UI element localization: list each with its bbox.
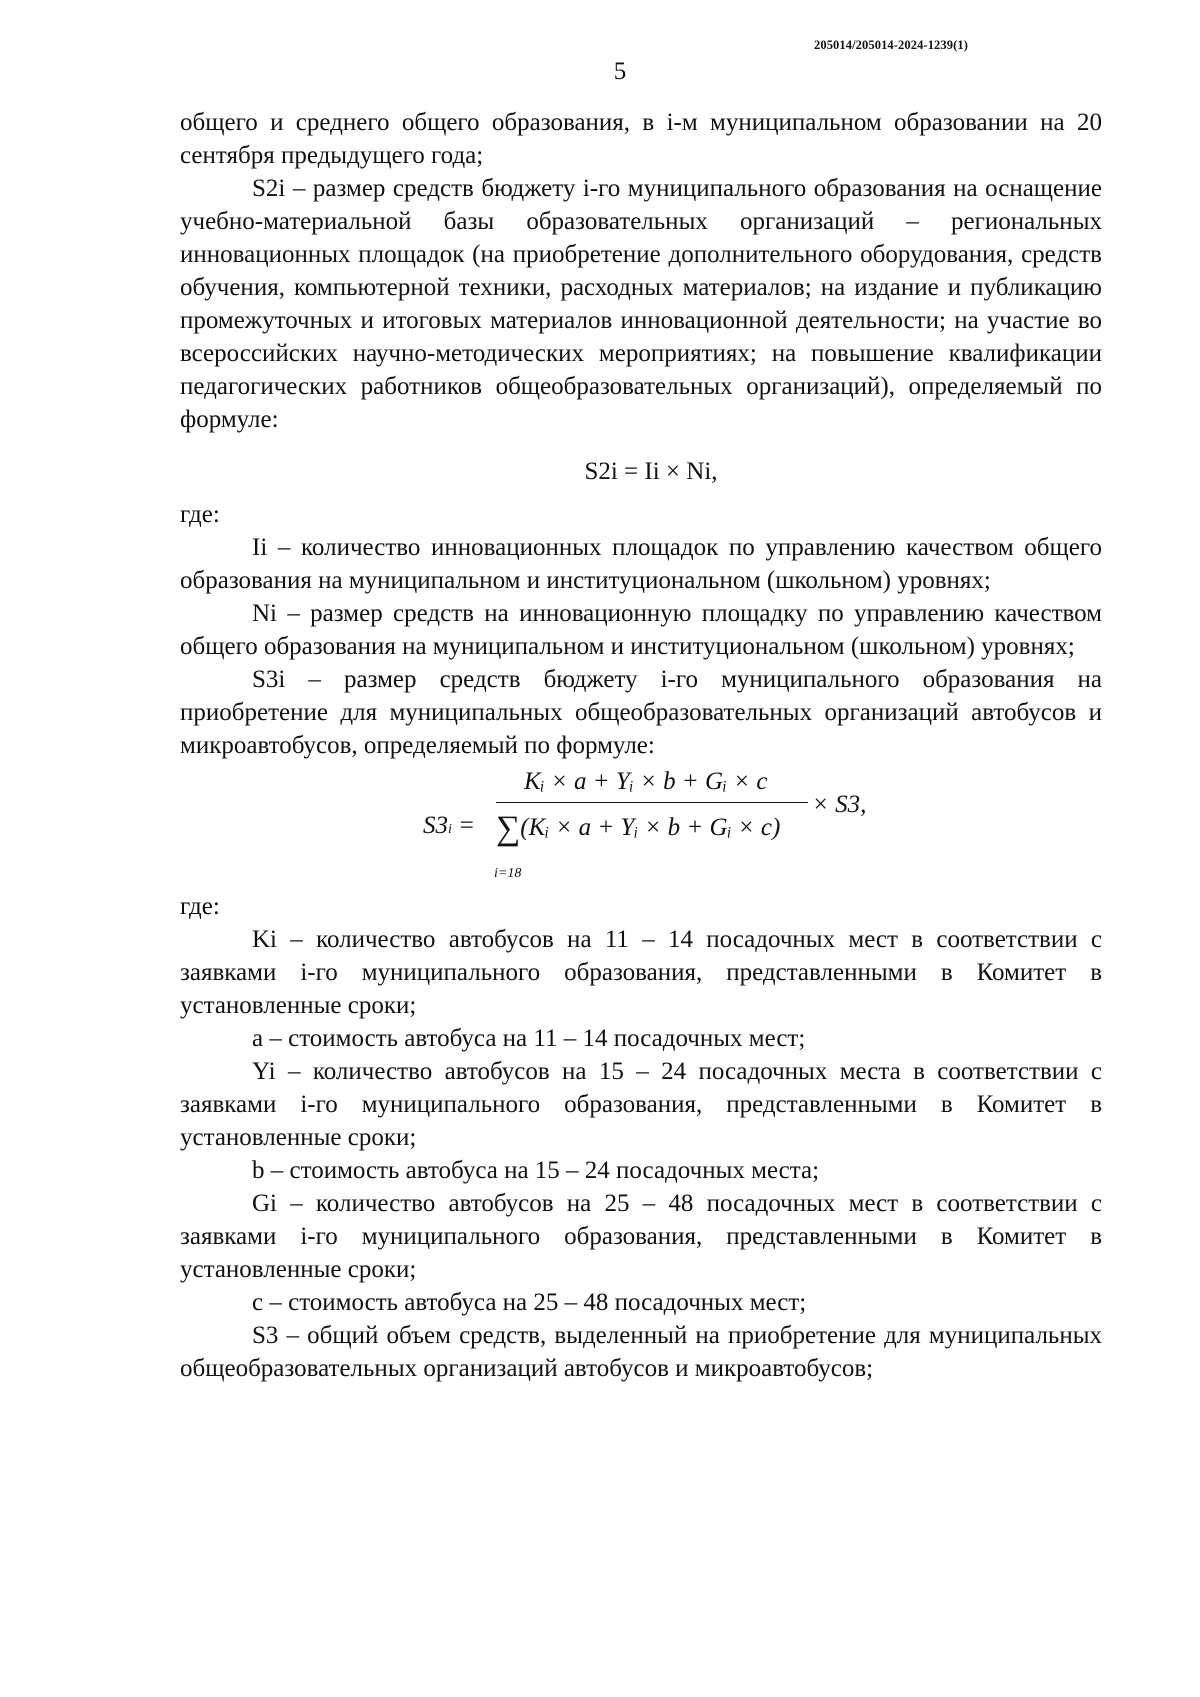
document-body bbox=[180, 106, 1102, 1385]
formula-s2i: S2i = Ii × Ni, bbox=[584, 458, 718, 485]
formula-rhs: × S3, bbox=[812, 791, 867, 818]
where-label: где: bbox=[180, 893, 220, 920]
paragraph-s2i-definition: S2i – размер средств бюджету i-го муниципального образования на оснащение учебно-материальной базы образовательных организаций – региональных инновационных площадок (на приобретение дополнительного оборудования, средств обучения, компьютерной техники, расходных материалов; на издание и публикацию промежуточных и итоговых материалов инновационной деятельности; на участие во всероссийских научно-методических мероприятиях; на повышение квалификации педагогических работников общеобразовательных организаций), определяемый по формуле: bbox=[180, 175, 1102, 433]
fraction-bar bbox=[496, 802, 808, 803]
document-code: 205014/205014-2024-1239(1) bbox=[814, 38, 968, 52]
formula-s3i bbox=[180, 765, 1102, 889]
paragraph-a-definition: a – стоимость автобуса на 11 – 14 посадочных мест; bbox=[252, 1025, 806, 1052]
formula-numerator: Kᵢ × a + Yᵢ × b + Gᵢ × c bbox=[524, 768, 768, 795]
page-number: 5 bbox=[613, 58, 627, 85]
paragraph-ki-definition: Ki – количество автобусов на 11 – 14 посадочных мест в соответствии с заявками i-го муниципального образования, представленными в Комитет в установленные сроки; bbox=[180, 926, 1102, 1019]
paragraph-gi-definition: Gi – количество автобусов на 25 – 48 посадочных мест в соответствии с заявками i-го муниципального образования, представленными в Комитет в установленные сроки; bbox=[180, 1190, 1102, 1283]
paragraph-c-definition: c – стоимость автобуса на 25 – 48 посадочных мест; bbox=[252, 1289, 807, 1316]
where-label: где: bbox=[180, 501, 220, 528]
formula-lhs: S3i = bbox=[423, 812, 476, 839]
paragraph-yi-definition: Yi – количество автобусов на 15 – 24 посадочных места в соответствии с заявками i-го муниципального образования, представленными в Комитет в установленные сроки; bbox=[180, 1058, 1102, 1151]
sum-limit: i=18 bbox=[494, 866, 522, 881]
formula-denominator: ∑(Kᵢ × a + Yᵢ × b + Gᵢ × c) bbox=[496, 810, 781, 847]
paragraph-ni-definition: Ni – размер средств на инновационную площадку по управлению качеством общего образования на муниципальном и институциональном (школьном) уровнях; bbox=[180, 600, 1102, 660]
paragraph-s3-definition: S3 – общий объем средств, выделенный на приобретение для муниципальных общеобразовательных организаций автобусов и микроавтобусов; bbox=[180, 1322, 1102, 1382]
paragraph-continuation: общего и среднего общего образования, в i-м муниципальном образовании на 20 сентября предыдущего года; bbox=[180, 109, 1102, 169]
paragraph-s3i-definition: S3i – размер средств бюджету i-го муниципального образования на приобретение для муниципальных общеобразовательных организаций автобусов и микроавтобусов, определяемый по формуле: bbox=[180, 666, 1102, 759]
paragraph-ii-definition: Ii – количество инновационных площадок по управлению качеством общего образования на муниципальном и институциональном (школьном) уровнях; bbox=[180, 534, 1102, 594]
paragraph-b-definition: b – стоимость автобуса на 15 – 24 посадочных места; bbox=[252, 1157, 820, 1184]
sigma-symbol: ∑ bbox=[496, 810, 521, 847]
